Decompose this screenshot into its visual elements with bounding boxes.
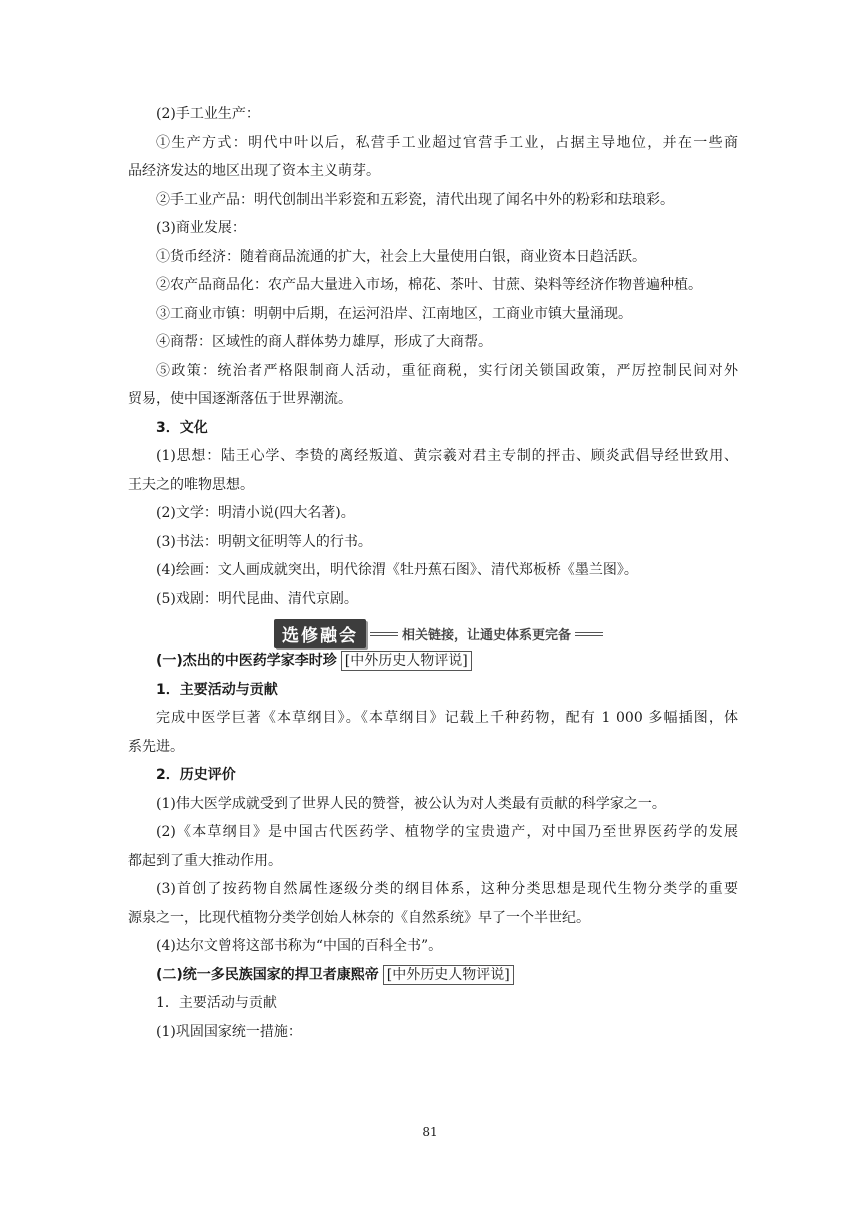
section-heading: 1．主要活动与贡献 bbox=[156, 995, 277, 1011]
paragraph: ①货币经济：随着商品流通的扩大，社会上大量使用白银，商业资本日趋活跃。 bbox=[156, 248, 646, 265]
paragraph: (1)思想：陆王心学、李贽的离经叛道、黄宗羲对君主专制的抨击、顾炎武倡导经世致用、 bbox=[156, 448, 738, 464]
source-tag: [中外历史人物评说] bbox=[341, 651, 472, 671]
source-tag: [中外历史人物评说] bbox=[383, 965, 514, 985]
banner-rule bbox=[370, 632, 398, 636]
paragraph: (4)绘画：文人画成就突出，明代徐渭《牡丹蕉石图》、清代郑板桥《墨兰图》。 bbox=[156, 562, 638, 578]
paragraph: (2)文学：明清小说(四大名著)。 bbox=[156, 505, 355, 521]
subsection-heading: (二)统一多民族国家的捍卫者康熙帝 [中外历史人物评说] bbox=[128, 961, 738, 990]
paragraph: ②手工业产品：明代创制出半彩瓷和五彩瓷，清代出现了闻名中外的粉彩和珐琅彩。 bbox=[156, 191, 674, 208]
paragraph-continued: 系先进。 bbox=[128, 738, 184, 755]
paragraph-continued: 都起到了重大推动作用。 bbox=[128, 852, 282, 869]
paragraph: 完成中医学巨著《本草纲目》。《本草纲目》记载上千种药物，配有 1 000 多幅插图，体 bbox=[156, 710, 738, 726]
section-banner bbox=[128, 613, 738, 647]
paragraph-continued: 源泉之一，比现代植物分类学创始人林奈的《自然系统》早了一个半世纪。 bbox=[128, 909, 590, 926]
page-body bbox=[128, 100, 738, 1046]
section-heading: 2．历史评价 bbox=[156, 767, 236, 783]
paragraph: (3)书法：明朝文征明等人的行书。 bbox=[156, 533, 372, 550]
paragraph: ④商帮：区域性的商人群体势力雄厚，形成了大商帮。 bbox=[156, 334, 492, 350]
paragraph: (5)戏剧：明代昆曲、清代京剧。 bbox=[156, 590, 358, 607]
paragraph: ③工商业市镇：明朝中后期，在运河沿岸、江南地区，工商业市镇大量涌现。 bbox=[156, 305, 632, 322]
paragraph: (3)首创了按药物自然属性逐级分类的纲目体系，这种分类思想是现代生物分类学的重要 bbox=[156, 881, 738, 897]
paragraph: ①生产方式：明代中叶以后，私营手工业超过官营手工业，占据主导地位，并在一些商 bbox=[156, 134, 738, 151]
paragraph-continued: 贸易，使中国逐渐落伍于世界潮流。 bbox=[128, 391, 352, 407]
paragraph: ⑤政策：统治者严格限制商人活动，重征商税，实行闭关锁国政策，严厉控制民间对外 bbox=[156, 362, 738, 379]
banner-tag: 选修融会 bbox=[274, 619, 366, 648]
section-heading: 1．主要活动与贡献 bbox=[156, 681, 278, 698]
subsection-heading: (一)杰出的中医药学家李时珍 [中外历史人物评说] bbox=[128, 647, 738, 676]
paragraph: (1)巩固国家统一措施： bbox=[156, 1023, 302, 1040]
banner-subtitle: 相关链接，让通史体系更完备 bbox=[402, 628, 572, 643]
paragraph: (2)《本草纲目》是中国古代医药学、植物学的宝贵遗产，对中国乃至世界医药学的发展 bbox=[156, 824, 738, 840]
paragraph: (3)商业发展： bbox=[156, 220, 246, 236]
paragraph: (2)手工业生产： bbox=[156, 106, 260, 122]
paragraph: (4)达尔文曾将这部书称为“中国的百科全书”。 bbox=[156, 938, 443, 954]
section-heading: 3．文化 bbox=[156, 419, 208, 436]
banner-rule bbox=[575, 632, 603, 636]
page-number: 81 bbox=[422, 1125, 438, 1139]
paragraph-continued: 品经济发达的地区出现了资本主义萌芽。 bbox=[128, 163, 380, 179]
paragraph: ②农产品商品化：农产品大量进入市场，棉花、茶叶、甘蔗、染料等经济作物普遍种植。 bbox=[156, 277, 702, 293]
paragraph-continued: 王夫之的唯物思想。 bbox=[128, 476, 254, 493]
paragraph: (1)伟大医学成就受到了世界人民的赞誉，被公认为对人类最有贡献的科学家之一。 bbox=[156, 795, 666, 812]
